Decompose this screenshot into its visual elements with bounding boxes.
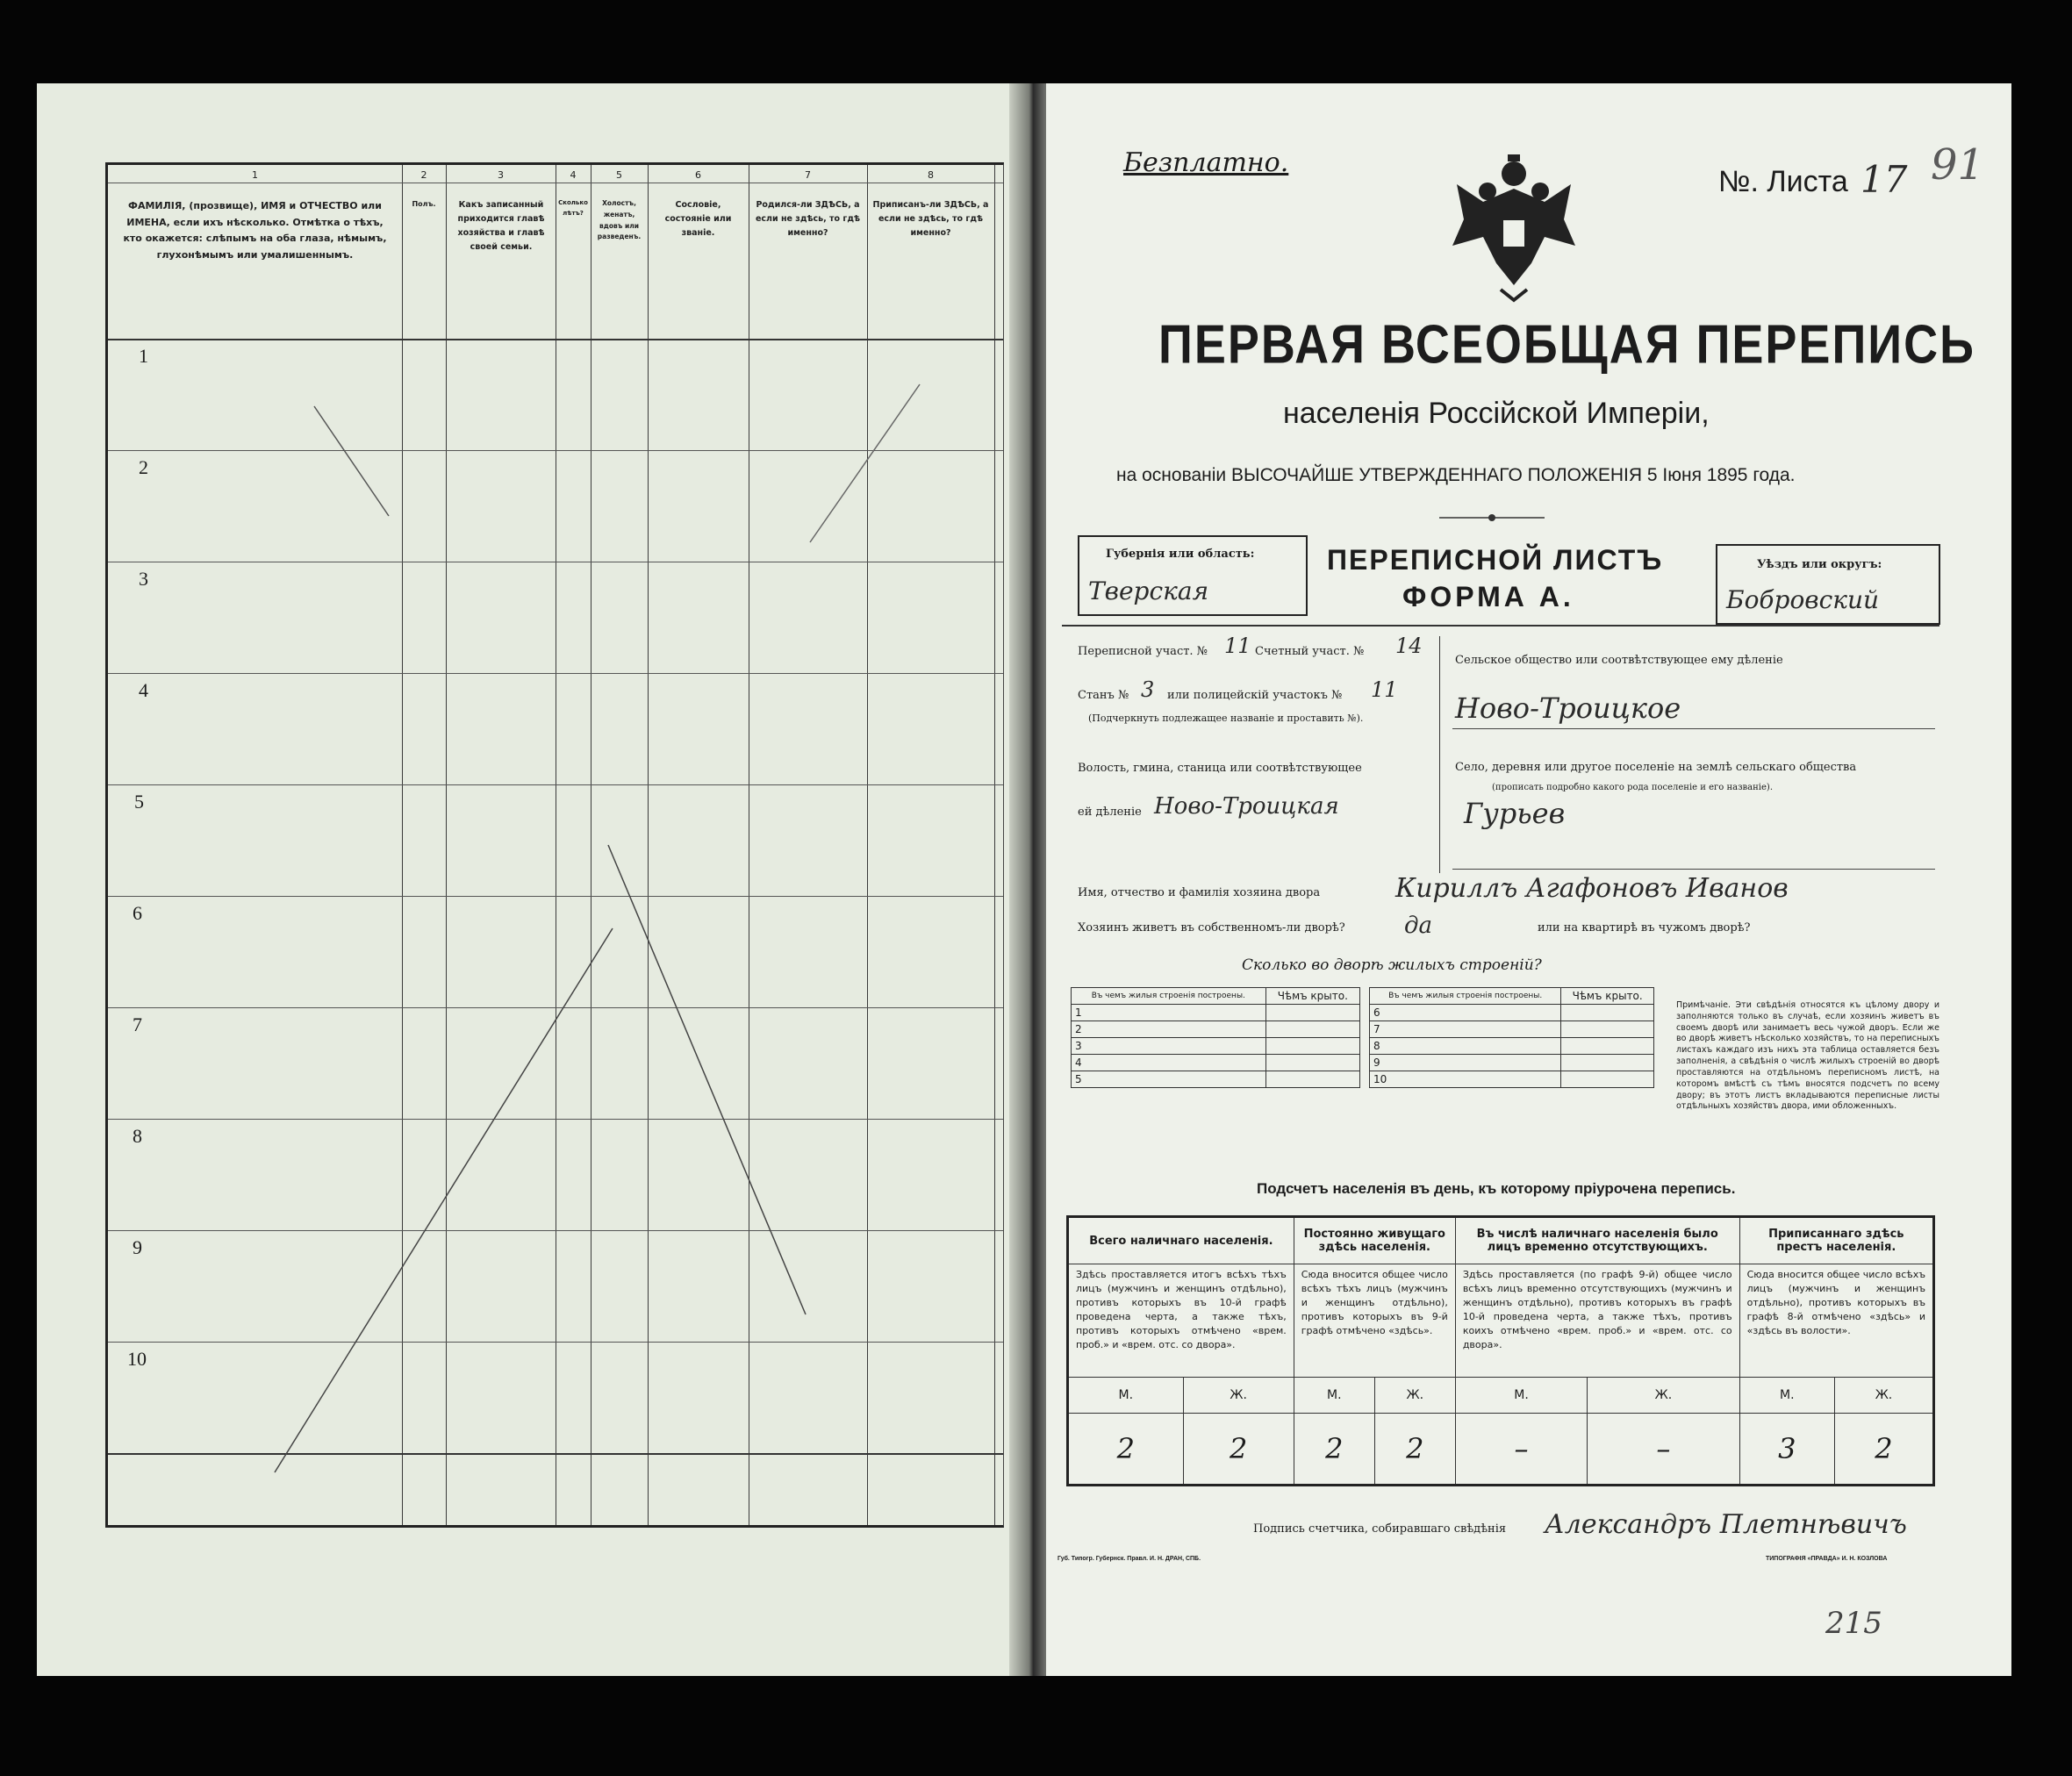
margin-number: 91 xyxy=(1931,140,1985,190)
perepisnoy-value: 11 xyxy=(1224,634,1251,658)
printer-imprint-right: ТИПОГРАФІЯ «ПРАВДА» И. Н. КОЗЛОВА xyxy=(1766,1556,1888,1562)
village-value: Гурьев xyxy=(1464,797,1566,830)
owner-label: Имя, отчество и фамилія хозяина двора xyxy=(1078,886,1321,899)
schetny-value: 14 xyxy=(1395,634,1423,658)
page-number: 215 xyxy=(1825,1606,1882,1641)
gubernia-box xyxy=(1078,535,1308,616)
sex-label: М. xyxy=(1739,1378,1834,1414)
count-value: 2 xyxy=(1068,1414,1184,1486)
row-number: 4 xyxy=(139,679,148,701)
column-number: 1 xyxy=(252,169,258,181)
count-col-head: Всего наличнаго населенія. xyxy=(1068,1217,1294,1264)
column-header-age: Сколько лѣтъ? xyxy=(558,199,588,217)
column-number: 5 xyxy=(616,169,622,181)
buildings-table-left: Въ чемъ жилыя строенія построены. Чѣмъ крыто. 1 2 3 4 5 xyxy=(1071,987,1360,1088)
count-col-head: Приписаннаго здѣсь престъ населенія. xyxy=(1739,1217,1933,1264)
count-col-head: Постоянно живущаго здѣсь населенія. xyxy=(1294,1217,1455,1264)
row-number: 7 xyxy=(133,1013,142,1035)
sex-label: Ж. xyxy=(1588,1378,1739,1414)
lives-label-2: или на квартирѣ въ чужомъ дворѣ? xyxy=(1538,921,1751,935)
village-label: Село, деревня или другое поселеніе на землѣ сельскаго общества xyxy=(1455,761,1857,774)
gubernia-label: Губернія или область: xyxy=(1106,548,1255,561)
person-list-table xyxy=(105,162,1004,1528)
basis-line: на основаніи ВЫСОЧАЙШЕ УТВЕРЖДЕННАГО ПОЛОЖЕНІЯ 5 Іюня 1895 года. xyxy=(1116,465,1796,485)
form-title: ПЕРЕПИСНОЙ ЛИСТЪ xyxy=(1327,544,1664,576)
count-value: 3 xyxy=(1739,1414,1834,1486)
form-subtitle: ФОРМА А. xyxy=(1402,581,1574,612)
column-header-birthplace: Родился-ли ЗДѢСЬ, а если не здѣсь, то гдѣ именно? xyxy=(755,200,860,239)
uezd-label: Уѣздъ или округъ: xyxy=(1757,558,1882,571)
volost-value: Ново-Троицкая xyxy=(1154,793,1339,820)
volost-label: Волость, гмина, станица или соотвѣтствующее xyxy=(1078,762,1362,775)
sex-label: Ж. xyxy=(1183,1378,1294,1414)
count-col-desc: Здѣсь проставляется итогъ всѣхъ тѣхъ лицъ (мужчинъ и женщинъ отдѣльно), противъ которыхъ въ 10-й графѣ проведена черта, а также тѣхъ, противъ которыхъ отмѣчено «врем. проб.» и «врем. отс. со двора». xyxy=(1068,1264,1294,1378)
lives-label: Хозяинъ живетъ въ собственномъ-ли дворѣ? xyxy=(1078,921,1345,935)
row-number: 2 xyxy=(139,456,148,478)
count-value: 2 xyxy=(1374,1414,1455,1486)
sheet-number-label: №. Листа xyxy=(1718,165,1848,198)
row-number: 3 xyxy=(139,568,148,590)
printer-imprint-left: Губ. Типогр. Губернск. Правл. И. Н. ДРАН, СПБ. xyxy=(1058,1556,1201,1562)
perepisnoy-label: Переписной участ. № xyxy=(1078,645,1208,658)
column-number: 2 xyxy=(420,169,427,181)
column-header-marital: Холостъ, женатъ, вдовъ или разведенъ. xyxy=(597,199,642,241)
column-header-sex: Полъ. xyxy=(412,200,436,208)
stan-value: 3 xyxy=(1141,677,1155,702)
underline-note: (Подчеркнуть подлежащее названіе и проставить №). xyxy=(1088,713,1364,724)
column-header-estate: Сословіе, состояніе или званіе. xyxy=(664,200,732,239)
uezd-value: Бобровский xyxy=(1726,585,1880,614)
buildings-question: Сколько во дворѣ жилыхъ строеній? xyxy=(1242,956,1542,974)
column-number: 7 xyxy=(805,169,811,181)
free-label: Безплатно. xyxy=(1123,147,1289,178)
buildings-table-right: Въ чемъ жилыя строенія построены. Чѣмъ крыто. 6 7 8 9 10 xyxy=(1369,987,1654,1088)
count-value: 2 xyxy=(1183,1414,1294,1486)
volost-label-2: ей дѣленіе xyxy=(1078,806,1142,819)
census-subtitle: населенія Россійской Имперіи, xyxy=(1283,397,1710,430)
row-number: 5 xyxy=(134,791,144,813)
society-value: Ново-Троицкое xyxy=(1455,691,1681,725)
sex-label: М. xyxy=(1294,1378,1374,1414)
count-col-head: Въ числѣ наличнаго населенія было лицъ временно отсутствующихъ. xyxy=(1455,1217,1739,1264)
row-number: 10 xyxy=(127,1348,147,1370)
row-number: 6 xyxy=(133,902,142,924)
count-col-desc: Здѣсь проставляется (по графѣ 9-й) общее число всѣхъ лицъ временно отсутствующихъ (мужчинъ и женщинъ отдѣльно), противъ которыхъ въ графѣ 10-й проведена черта, а также тѣхъ, противъ коихъ отмѣчено «врем. проб.» и «врем. отс. со двора». xyxy=(1455,1264,1739,1378)
column-number: 8 xyxy=(928,169,934,181)
stan-label: Станъ № xyxy=(1078,689,1129,702)
ornament-divider xyxy=(1439,512,1545,524)
column-number: 3 xyxy=(498,169,504,181)
column-number: 6 xyxy=(695,169,701,181)
lives-value: да xyxy=(1404,913,1432,939)
sex-label: Ж. xyxy=(1374,1378,1455,1414)
column-number: 4 xyxy=(570,169,577,181)
buildings-note: Примѣчаніе. Эти свѣдѣнія относятся къ цѣлому двору и заполняются только въ случаѣ, если хозяинъ живетъ въ своемъ дворѣ или занимаетъ весь чужой дворъ. Если же во дворѣ живетъ нѣсколько хозяйствъ, то на переписныхъ листахъ каждаго изъ нихъ эта таблица оставляется безъ заполненія, а свѣдѣнія о числѣ жилыхъ строеній во дворѣ проставляются на отдѣльномъ переписномъ листѣ, на которомъ вмѣстѣ съ тѣмъ вносятся подсчетъ по всему двору; въ этотъ листъ вкладываются переписные листы отдѣльныхъ хозяйствъ двора, ими обложенныхъ. xyxy=(1676,1000,1939,1112)
column-header-relation: Какъ записанный приходится главѣ хозяйства и главѣ своей семьи. xyxy=(457,200,545,253)
count-col-desc: Сюда вносится общее число всѣхъ лицъ (мужчинъ и женщинъ отдѣльно), противъ которыхъ въ графѣ 8-й отмѣчено «здѣсь» и «здѣсь въ волости». xyxy=(1739,1264,1933,1378)
police-label: или полицейскій участокъ № xyxy=(1167,689,1343,702)
census-title: ПЕРВАЯ ВСЕОБЩАЯ ПЕРЕПИСЬ xyxy=(1158,314,1975,376)
sheet-number-value: 17 xyxy=(1860,158,1908,201)
owner-value: Кириллъ Агафоновъ Иванов xyxy=(1395,873,1789,904)
imperial-eagle-emblem xyxy=(1448,149,1580,303)
schetny-label: Счетный участ. № xyxy=(1255,645,1365,658)
pen-strike-marks xyxy=(108,165,1003,1525)
count-value: 2 xyxy=(1834,1414,1933,1486)
count-col-desc: Сюда вносится общее число всѣхъ тѣхъ лицъ (мужчинъ и женщинъ отдѣльно), противъ которыхъ въ 9-й графѣ отмѣчено «здѣсь». xyxy=(1294,1264,1455,1378)
gubernia-value: Тверская xyxy=(1088,576,1209,605)
uezd-box xyxy=(1716,544,1940,625)
column-header-registered: Приписанъ-ли ЗДѢСЬ, а если не здѣсь, то гдѣ именно? xyxy=(872,200,989,239)
police-value: 11 xyxy=(1371,677,1398,702)
population-count-table xyxy=(1066,1215,1935,1486)
enumerator-signature: Александръ Плетнѣвичъ xyxy=(1545,1509,1907,1540)
column-header-name: ФАМИЛІЯ, (прозвище), ИМЯ и ОТЧЕСТВО или ИМЕНА, если ихъ нѣсколько. Отмѣтка о тѣхъ, кто окажется: слѣпымъ на оба глаза, нѣмымъ, глухонѣмымъ или умалишеннымъ. xyxy=(123,200,387,261)
count-table-title: Подсчетъ населенія въ день, къ которому пріурочена перепись. xyxy=(1257,1180,1736,1197)
society-label: Сельское общество или соотвѣтствующее ему дѣленіе xyxy=(1455,654,1783,667)
count-value: 2 xyxy=(1294,1414,1374,1486)
row-number: 1 xyxy=(139,345,148,367)
sex-label: М. xyxy=(1455,1378,1587,1414)
signature-label: Подпись счетчика, собиравшаго свѣдѣнія xyxy=(1253,1522,1507,1536)
count-value: – xyxy=(1588,1414,1739,1486)
village-note: (прописать подробно какого рода поселеніе и его названіе). xyxy=(1492,783,1773,792)
count-value: – xyxy=(1455,1414,1587,1486)
sex-label: Ж. xyxy=(1834,1378,1933,1414)
row-number: 9 xyxy=(133,1236,142,1258)
row-number: 8 xyxy=(133,1125,142,1147)
sex-label: М. xyxy=(1068,1378,1184,1414)
